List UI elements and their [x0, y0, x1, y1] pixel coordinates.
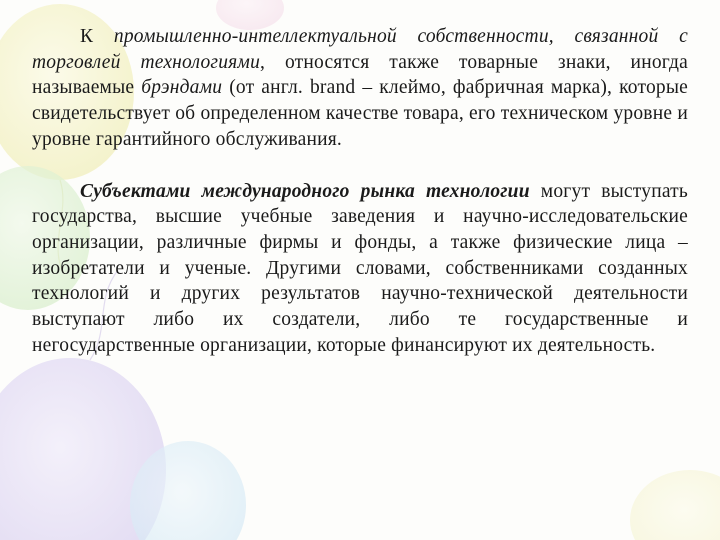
- slide-text-block: [32, 24, 688, 358]
- bold-italic-term-market-subjects: Субъектами международного рынка технологии: [80, 180, 530, 202]
- italic-term-industrial-property: промышленно-интеллектуальной собственности, связанной с торговлей технологиями: [32, 26, 688, 73]
- text-run: могут выступать государства, высшие учебные заведения и научно-исследовательские организации, различные фирмы и фонды, а также физические лица – изобретатели и ученые. Другими словами, собственниками созданных технологий и других результатов научно-технической деятельности выступают либо их создатели, либо те государственные и негосударственные организации, которые финансируют их деятельность.: [32, 180, 688, 356]
- paragraph-trademarks: [32, 24, 688, 153]
- text-run: (от англ. brand – клеймо, фабричная марка), которые свидетельствует об определенном качестве товара, его техническом уровне и уровне гарантийного обслуживания.: [32, 77, 688, 150]
- paragraph-market-subjects: [32, 179, 688, 359]
- text-run: К: [80, 26, 114, 47]
- italic-term-brands: брэндами: [141, 77, 223, 99]
- balloon-yellow-right: [630, 470, 720, 540]
- text-run: , относятся также товарные знаки, иногда называемые: [32, 51, 688, 99]
